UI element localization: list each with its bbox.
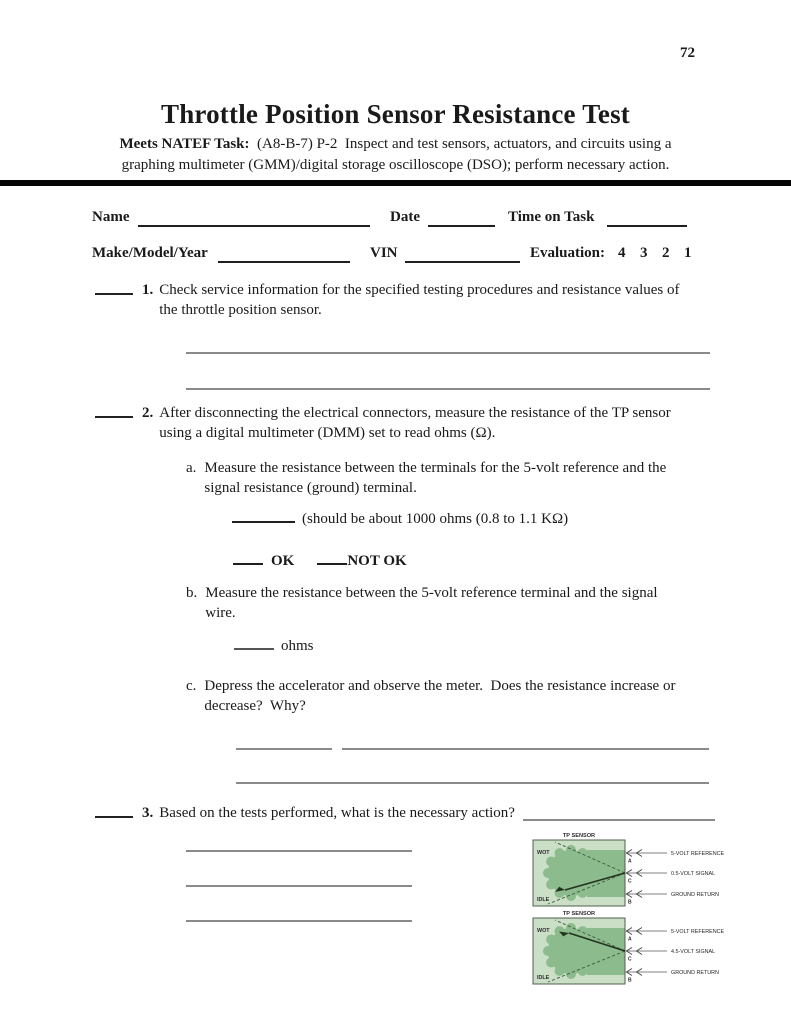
tp-sensor-diagram-idle-svg — [515, 830, 745, 910]
tp-sensor-diagram-idle — [515, 830, 745, 915]
task-2b-text: Measure the resistance between the 5-volt reference terminal and the signal wire. — [205, 585, 658, 621]
task-2a-letter: a. — [186, 460, 197, 476]
task-2c-letter: c. — [186, 678, 197, 694]
terminal-row-c — [626, 870, 715, 885]
task-2-check-blank — [95, 403, 133, 418]
task-item-2c — [186, 676, 711, 716]
evaluation-label: Evaluation: — [530, 245, 606, 261]
task-item-2 — [95, 403, 715, 443]
label-5v-reference: 5-VOLT REFERENCE — [671, 851, 725, 857]
task-1-answer-line-2 — [186, 372, 710, 390]
task-2c-short-answer-line — [236, 732, 332, 750]
idle-label: IDLE — [537, 975, 550, 981]
natef-task-line1 — [0, 136, 791, 153]
evaluation-score-3: 3 — [640, 245, 648, 261]
task-1-check-blank — [95, 280, 133, 295]
terminal-row-a — [626, 850, 725, 865]
spec-note: (should be about 1000 ohms (0.8 to 1.1 KΩ) — [302, 511, 569, 527]
task-2-text: After disconnecting the electrical connectors, measure the resistance of the TP sensor using a digital multimeter (DMM) set to read ohms (Ω). — [159, 405, 671, 441]
task-3-text: Based on the tests performed, what is the necessary action? — [159, 805, 515, 821]
terminal-b-letter: B — [628, 977, 632, 984]
ohms-row — [234, 633, 314, 656]
page-number: 72 — [680, 45, 695, 61]
task-3-answer-line-2 — [186, 869, 412, 887]
ohms-label: ohms — [281, 638, 314, 654]
task-1-text: Check service information for the specified testing procedures and resistance values of the throttle position sensor. — [159, 282, 680, 318]
name-blank — [138, 210, 370, 227]
terminal-b-letter: B — [628, 899, 632, 906]
task-2-number: 2. — [142, 405, 154, 421]
task-2c-full-answer-line — [236, 766, 709, 784]
terminal-a-letter: A — [628, 858, 632, 865]
task-3-inline-answer-blank — [523, 803, 715, 821]
natef-task-label: Meets NATEF Task: — [119, 136, 250, 152]
terminal-c-letter: C — [628, 956, 632, 963]
time-on-task-blank — [607, 210, 687, 227]
label-ground-return: GROUND RETURN — [671, 892, 719, 898]
natef-task-line2: graphing multimeter (GMM)/digital storage oscilloscope (DSO); perform necessary action. — [121, 157, 670, 173]
diagram1-title: TP SENSOR — [562, 833, 596, 839]
time-on-task-label: Time on Task — [508, 209, 595, 225]
task-3-check-blank — [95, 803, 133, 818]
task-2a-text: Measure the resistance between the terminals for the 5-volt reference and the signal resistance (ground) terminal. — [204, 460, 667, 496]
make-model-year-blank — [218, 246, 350, 263]
label-05v-signal: 0.5-VOLT SIGNAL — [671, 871, 716, 877]
natef-task-text: (A8-B-7) P-2 Inspect and test sensors, actuators, and circuits using a — [249, 136, 672, 152]
task-item-1 — [95, 280, 715, 320]
idle-label: IDLE — [537, 897, 550, 903]
task-3-answer-line-1 — [186, 834, 412, 852]
page-title: Throttle Position Sensor Resistance Test — [160, 99, 631, 129]
task-2c-long-answer-line — [342, 732, 709, 750]
label-ground-return: GROUND RETURN — [671, 970, 719, 976]
diagram2-title: TP SENSOR — [562, 911, 596, 917]
terminal-row-b — [626, 891, 719, 906]
ok-label: OK — [271, 553, 295, 569]
label-45v-signal: 4.5-VOLT SIGNAL — [671, 949, 716, 955]
evaluation-score-2: 2 — [662, 245, 670, 261]
task-2c-text: Depress the accelerator and observe the meter. Does the resistance increase or decrease? Why? — [204, 678, 676, 714]
terminal-c-letter: C — [628, 878, 632, 885]
task-2b-letter: b. — [186, 585, 198, 601]
not-ok-check-blank — [317, 548, 347, 565]
task-3-answer-line-3 — [186, 904, 412, 922]
evaluation-score-4: 4 — [618, 245, 626, 261]
task-1-answer-line-1 — [186, 336, 710, 354]
tp-sensor-diagram-wot — [515, 908, 745, 993]
terminal-a-letter: A — [628, 936, 632, 943]
task-3-number: 3. — [142, 805, 154, 821]
task-item-3 — [95, 803, 715, 823]
terminal-row-a — [626, 928, 725, 943]
date-blank — [428, 210, 495, 227]
wot-label: WOT — [537, 850, 550, 856]
ok-check-blank — [233, 548, 263, 565]
date-label: Date — [390, 209, 420, 225]
evaluation-score-1: 1 — [684, 245, 692, 261]
task-1-number: 1. — [142, 282, 154, 298]
make-model-year-label: Make/Model/Year — [92, 245, 208, 261]
wot-label: WOT — [537, 928, 550, 934]
terminal-row-b — [626, 969, 719, 984]
tp-sensor-diagram-wot-svg — [515, 908, 745, 988]
resistance-reading-blank — [232, 506, 295, 523]
task-item-2a — [186, 458, 711, 498]
spec-row — [232, 506, 568, 529]
task-item-2b — [186, 583, 711, 623]
task-3-text-row — [159, 803, 715, 823]
terminal-row-c — [626, 948, 715, 963]
ohms-reading-blank — [234, 633, 274, 650]
not-ok-label: NOT OK — [347, 553, 407, 569]
vin-blank — [405, 246, 520, 263]
label-5v-reference: 5-VOLT REFERENCE — [671, 929, 725, 935]
vin-label: VIN — [370, 245, 398, 261]
header-divider — [0, 180, 791, 186]
ok-notok-row — [233, 548, 407, 571]
name-label: Name — [92, 209, 130, 225]
